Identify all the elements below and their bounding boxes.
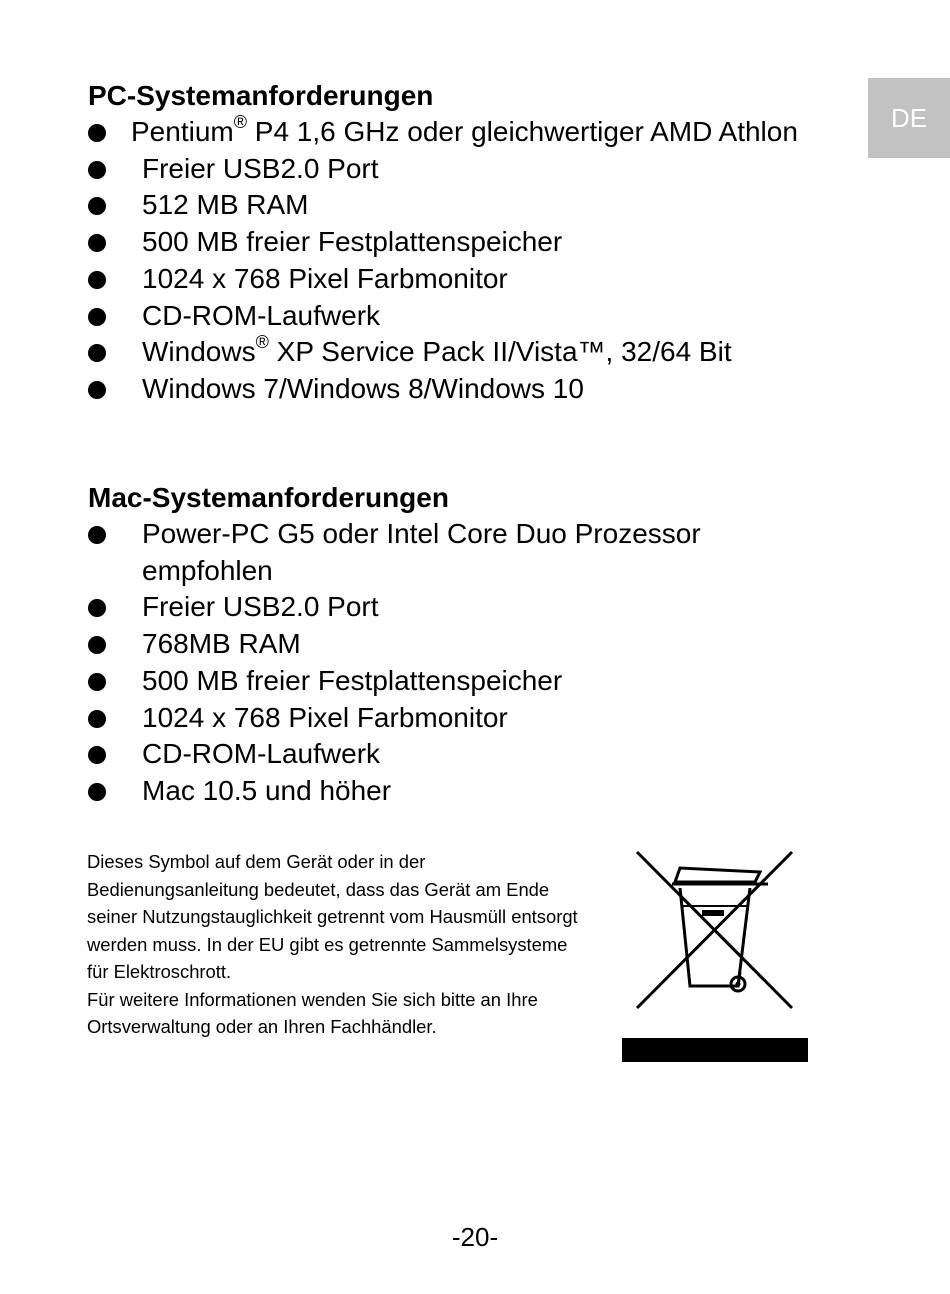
- bullet-icon: [88, 124, 106, 142]
- disposal-notice-paragraph: Dieses Symbol auf dem Gerät oder in der Bedienungsanleitung bedeutet, dass das Gerät am Ende seiner Nutzungstauglichkeit getrennt vom Hausmüll entsorgt werden muss. In der EU gibt es getrennte Sammelsysteme für Elektroschrott.: [87, 851, 578, 982]
- list-item: CD-ROM-Laufwerk: [88, 298, 808, 335]
- list-item: Power-PC G5 oder Intel Core Duo Prozessor empfohlen: [88, 516, 808, 589]
- bullet-icon: [88, 271, 106, 289]
- list-item: 768MB RAM: [88, 626, 808, 663]
- bullet-icon: [88, 381, 106, 399]
- bullet-icon: [88, 234, 106, 252]
- crossed-out-wheelie-bin-icon: [620, 846, 810, 1064]
- list-item: Mac 10.5 und höher: [88, 773, 808, 810]
- pc-requirements-list: [88, 114, 808, 408]
- bullet-icon: [88, 783, 106, 801]
- disposal-notice: [87, 848, 587, 1041]
- list-item: 512 MB RAM: [88, 187, 808, 224]
- mac-requirements-list: [88, 516, 808, 810]
- bullet-icon: [88, 526, 106, 544]
- bullet-icon: [88, 197, 106, 215]
- mac-requirements-section: [88, 480, 808, 810]
- pc-requirements-section: [88, 78, 808, 408]
- page-number: -20-: [451, 1222, 499, 1252]
- bullet-icon: [88, 710, 106, 728]
- list-item: Freier USB2.0 Port: [88, 589, 808, 626]
- list-item: 500 MB freier Festplattenspeicher: [88, 224, 808, 261]
- disposal-notice-paragraph: Für weitere Informationen wenden Sie sich bitte an Ihre Ortsverwaltung oder an Ihren Fachhändler.: [87, 988, 538, 1037]
- bullet-icon: [88, 599, 106, 617]
- list-item: 1024 x 768 Pixel Farbmonitor: [88, 700, 808, 737]
- bullet-icon: [88, 344, 106, 362]
- mac-requirements-heading: Mac-Systemanforderungen: [88, 482, 449, 513]
- list-item: 500 MB freier Festplattenspeicher: [88, 663, 808, 700]
- bullet-icon: [88, 673, 106, 691]
- list-item: Windows® XP Service Pack II/Vista™, 32/64 Bit: [88, 334, 808, 371]
- list-item: CD-ROM-Laufwerk: [88, 736, 808, 773]
- pc-requirements-heading: PC-Systemanforderungen: [88, 80, 434, 111]
- bullet-icon: [88, 746, 106, 764]
- list-item: Windows 7/Windows 8/Windows 10: [88, 371, 808, 408]
- list-item: Freier USB2.0 Port: [88, 151, 808, 188]
- bullet-icon: [88, 308, 106, 326]
- bullet-icon: [88, 636, 106, 654]
- list-item: 1024 x 768 Pixel Farbmonitor: [88, 261, 808, 298]
- list-item: Pentium® P4 1,6 GHz oder gleichwertiger AMD Athlon: [88, 114, 808, 151]
- language-tab: DE: [868, 78, 950, 158]
- bullet-icon: [88, 161, 106, 179]
